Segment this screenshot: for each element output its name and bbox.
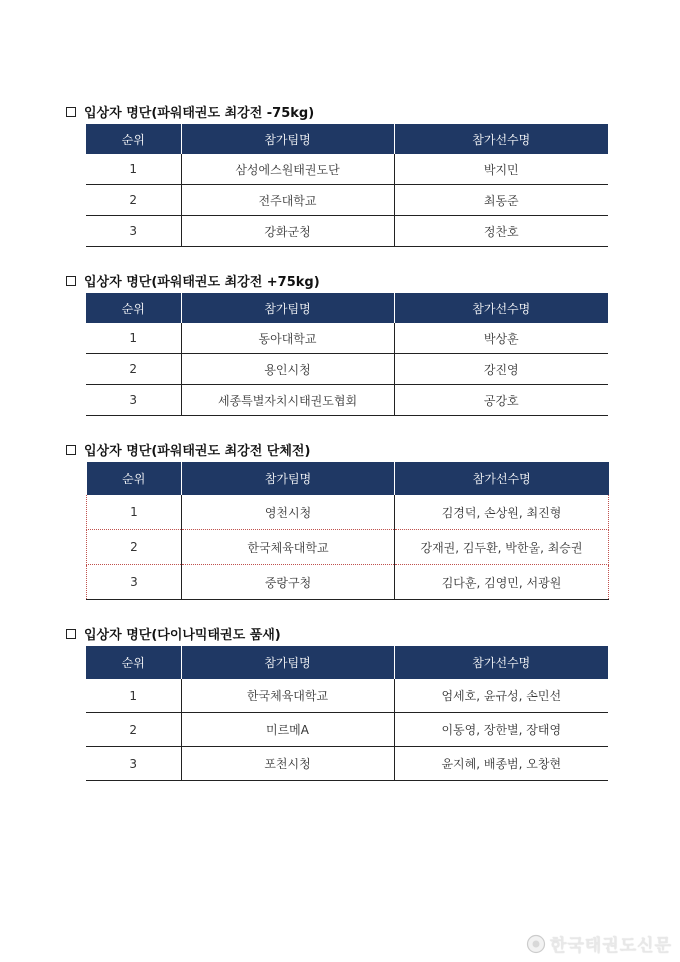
cell-rank: 1 xyxy=(86,323,181,354)
cell-rank: 3 xyxy=(86,747,181,781)
cell-players: 박상훈 xyxy=(394,323,608,354)
results-table-2 xyxy=(86,293,608,416)
table-header-row xyxy=(86,124,608,154)
header-team: 참가팀명 xyxy=(181,293,394,323)
cell-team: 한국체육대학교 xyxy=(182,530,395,565)
section-title-2 xyxy=(66,271,320,290)
cell-team: 동아대학교 xyxy=(181,323,394,354)
watermark-text: 한국태권도신문 xyxy=(550,936,672,956)
cell-team: 중랑구청 xyxy=(182,565,395,600)
cell-team: 삼성에스원태권도단 xyxy=(181,154,394,185)
cell-rank: 3 xyxy=(86,385,181,416)
section-title-text: 입상자 명단(파워태권도 최강전 +75kg) xyxy=(84,275,320,290)
header-team: 참가팀명 xyxy=(181,124,394,154)
section-title-1 xyxy=(66,102,314,121)
cell-team: 용인시청 xyxy=(181,354,394,385)
cell-players: 최동준 xyxy=(394,185,608,216)
results-table-1 xyxy=(86,124,608,247)
checkbox-icon xyxy=(66,629,76,639)
header-players: 참가선수명 xyxy=(394,646,608,679)
header-players: 참가선수명 xyxy=(394,124,608,154)
section-title-4 xyxy=(66,624,281,643)
cell-players: 강재권, 김두환, 박한울, 최승권 xyxy=(395,530,609,565)
section-title-text: 입상자 명단(파워태권도 최강전 -75kg) xyxy=(84,106,315,121)
cell-players: 강진영 xyxy=(394,354,608,385)
table-row xyxy=(86,713,608,747)
cell-rank: 2 xyxy=(87,530,182,565)
cell-rank: 3 xyxy=(86,216,181,247)
cell-rank: 2 xyxy=(86,713,181,747)
cell-rank: 1 xyxy=(87,495,182,530)
table-row xyxy=(86,323,608,354)
checkbox-icon xyxy=(66,276,76,286)
table-row xyxy=(87,565,609,600)
cell-team: 미르메A xyxy=(181,713,394,747)
table-header-row xyxy=(86,646,608,679)
section-title-3 xyxy=(66,440,310,459)
results-table-3 xyxy=(86,462,609,600)
cell-rank: 3 xyxy=(87,565,182,600)
cell-team: 포천시청 xyxy=(181,747,394,781)
cell-rank: 2 xyxy=(86,354,181,385)
section-title-text: 입상자 명단(파워태권도 최강전 단체전) xyxy=(84,444,311,459)
table-row xyxy=(86,385,608,416)
table-row xyxy=(86,747,608,781)
header-players: 참가선수명 xyxy=(394,293,608,323)
cell-players: 공강호 xyxy=(394,385,608,416)
cell-rank: 1 xyxy=(86,154,181,185)
header-rank: 순위 xyxy=(86,646,181,679)
header-rank: 순위 xyxy=(87,462,182,495)
results-table-4 xyxy=(86,646,608,781)
table-row xyxy=(87,530,609,565)
header-players: 참가선수명 xyxy=(395,462,609,495)
cell-team: 한국체육대학교 xyxy=(181,679,394,713)
table-row xyxy=(87,495,609,530)
watermark xyxy=(526,931,672,956)
cell-players: 김경덕, 손상원, 최진형 xyxy=(395,495,609,530)
cell-players: 박지민 xyxy=(394,154,608,185)
checkbox-icon xyxy=(66,107,76,117)
cell-players: 윤지혜, 배종범, 오창현 xyxy=(394,747,608,781)
header-team: 참가팀명 xyxy=(182,462,395,495)
cell-team: 영천시청 xyxy=(182,495,395,530)
cell-team: 전주대학교 xyxy=(181,185,394,216)
checkbox-icon xyxy=(66,445,76,455)
cell-rank: 2 xyxy=(86,185,181,216)
header-rank: 순위 xyxy=(86,124,181,154)
table-header-row xyxy=(87,462,609,495)
cell-team: 강화군청 xyxy=(181,216,394,247)
cell-players: 정찬호 xyxy=(394,216,608,247)
cell-team: 세종특별자치시태권도협회 xyxy=(181,385,394,416)
header-team: 참가팀명 xyxy=(181,646,394,679)
section-title-text: 입상자 명단(다이나믹태권도 품새) xyxy=(84,628,281,643)
header-rank: 순위 xyxy=(86,293,181,323)
table-row xyxy=(86,154,608,185)
newspaper-logo-icon xyxy=(526,934,546,954)
cell-rank: 1 xyxy=(86,679,181,713)
cell-players: 김다훈, 김영민, 서광원 xyxy=(395,565,609,600)
table-row xyxy=(86,679,608,713)
table-row xyxy=(86,354,608,385)
table-row xyxy=(86,185,608,216)
cell-players: 이동영, 장한별, 장태영 xyxy=(394,713,608,747)
table-header-row xyxy=(86,293,608,323)
table-row xyxy=(86,216,608,247)
cell-players: 엄세호, 윤규성, 손민선 xyxy=(394,679,608,713)
